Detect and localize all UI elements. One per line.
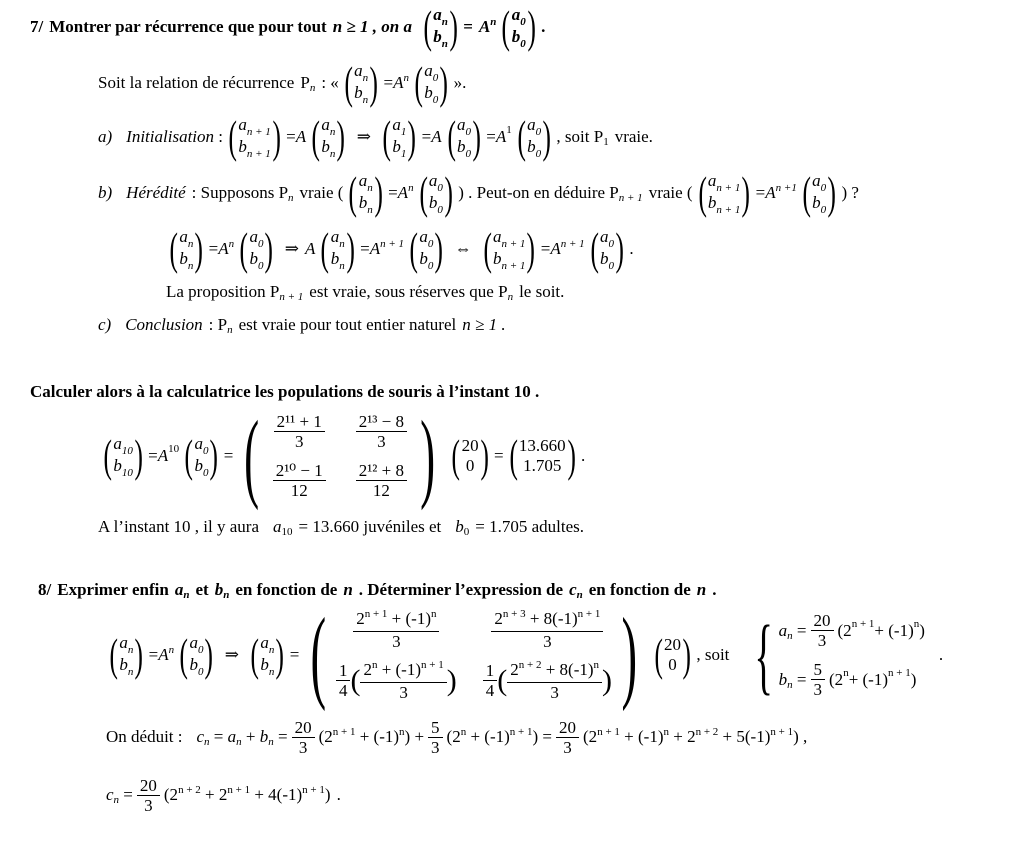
m11-num: 2¹¹ + 1 [274, 412, 325, 432]
ded-f2-num: 5 [428, 718, 443, 738]
m8-11-den: 3 [392, 631, 401, 651]
q7-heredite: b) Hérédité : Supposons P n vraie ( ( $a_n$ $b_n$ ) = $A^n$ ( $a_0$ $b_0$ ) ) . Peut-on en déduire P n + 1 vraie ( ( $a_{n + 1}$ $b_{n + 1}$ ) = $A^{n +1}$ ( $a_0$ $b_0$ ) ) ? [98, 167, 859, 218]
prop-text: La proposition P [166, 282, 280, 301]
q7-relation: Soit la relation de récurrence P n : « ( $a_n$ $b_n$ ) = $A^n$ ( $a_0$ $b_0$ ) ». [98, 57, 467, 108]
concl-label: c) [98, 315, 112, 334]
m12-num: 2¹³ − 8 [356, 412, 407, 432]
system: a n = $\frac{20}{3}$ (2 n + 1 + (-1) n ) b n = $\frac{5}{3}$ (2 n + (-1) n + 1 ) [778, 611, 925, 699]
res-top: 13.660 [518, 436, 566, 455]
final-end: . [336, 785, 341, 804]
pn-label: P [300, 73, 310, 92]
m22-num: 2¹² + 8 [356, 461, 407, 481]
init-label: a) [98, 127, 113, 146]
q8-number: 8/ [38, 580, 52, 599]
final-den: 3 [144, 795, 153, 815]
q8-v0-top: 20 [664, 635, 681, 654]
deduit-text: On déduit : [106, 727, 183, 746]
relation-text: Soit la relation de récurrence [98, 73, 295, 92]
vec-an-bn: ( $a_n$ $b_n$ ) [423, 1, 458, 52]
guillemet-open: : « [321, 73, 339, 92]
matrix-a10: ( $\frac{\text{2¹¹ + 1}}{3}$ $\frac{\text{2¹³ − 8}}{3}$ $\frac{\text{2¹⁰ − 1}}{12}$ $\frac{\text{2¹² + 8}}{12}$ ) [244, 400, 436, 511]
sys-a-num: 20 [811, 611, 834, 631]
hered-question: ) . Peut-on en déduire P [458, 183, 619, 202]
hered-label: b) [98, 183, 113, 202]
init-word: Initialisation [126, 127, 215, 146]
hered-word: Hérédité [126, 183, 186, 202]
q7-conclusion: c) Conclusion : P n est vraie pour tout entier naturel n ≥ 1 . [98, 315, 506, 336]
sys-b-den: 3 [813, 680, 823, 699]
matrix-an: ( $\frac{2^{n + 1} + (-1)^n}{3}$ $\frac{2^{n + 3} + 8(-1)^{n + 1}}{3}$ $\frac{1}{4}$ ( $\frac{2^n + (-1)^{n + 1}}{3}$ ) $\frac{1}{4}$ ( $\frac{2^{n + 2} + 8(-1)^n}{3}$ ) ) [310, 597, 638, 712]
hered-vraie: vraie ( [299, 183, 344, 202]
ded-f2-den: 3 [431, 737, 440, 757]
res-bot: 1.705 [523, 456, 562, 475]
q7-heredite-proof: ( $a_n$ $b_n$ ) = $A^n$ ( $a_0$ $b_0$ ) ⇒ A ( $a_n$ $b_n$ ) = $A^{n + 1}$ ( $a_0$ $b_0$ ) ⇔ ( $a_{n + 1}$ $b_{n + 1}$ ) = $A^{n + 1}$ ( $a_0$ $b_0$ ) . [169, 223, 634, 274]
q8-v0-bot: 0 [668, 655, 677, 674]
m22-den: 12 [372, 481, 390, 500]
q7-proposition: La proposition P n + 1 est vraie, sous réserves que P n le soit. [166, 282, 565, 303]
hered-end: ) ? [841, 183, 859, 202]
q8-final: c n = $\frac{20}{3}$ $(2^{n + 2} + 2^{n + 1} + 4(-1)^{n + 1})$ . [106, 775, 341, 815]
q8-heading: 8/ Exprimer enfin a n et b n en fonction de n . Déterminer l’expression de c n en fonction de n . [38, 580, 717, 601]
ded-f1-num: 20 [292, 718, 315, 738]
v0-top: 20 [461, 436, 479, 455]
calc-sentence: A l’instant 10 , il y aura a 10 = 13.660 juvéniles et b 0 = 1.705 adultes. [98, 517, 584, 538]
init-tail: , soit P [556, 127, 604, 146]
concl-word: Conclusion [125, 315, 203, 334]
sentence-b: = 13.660 juvéniles et [298, 517, 442, 536]
hered-vraie2: vraie ( [648, 183, 693, 202]
q7-initialisation: a) Initialisation : ( $a_{n + 1}$ $b_{n + 1}$ ) = A ( $a_n$ $b_n$ ) ⇒ ( $a_1$ $b_1$ ) = A ( $a_0$ $b_0$ ) = A 1 ( $a_0$ $b_0$ ) , soit P 1 vraie. [98, 111, 653, 162]
hered-text: : Supposons P [191, 183, 289, 202]
q8-text-d: . Déterminer l’expression de [358, 580, 564, 599]
prop-mid: est vraie, sous réserves que P [309, 282, 508, 301]
init-vraie: vraie. [614, 127, 653, 146]
sentence-c: = 1.705 adultes. [475, 517, 584, 536]
calc-heading: Calculer alors à la calculatrice les populations de souris à l’instant 10 . [30, 382, 540, 401]
concl-text: : P [208, 315, 228, 334]
q7-text: Montrer par récurrence que pour tout [49, 17, 327, 36]
ded-f3-den: 3 [563, 737, 572, 757]
concl-mid: est vraie pour tout entier naturel [238, 315, 457, 334]
guillemet-close: ». [453, 73, 467, 92]
q8-text-a: Exprimer enfin [57, 580, 169, 599]
ded-f1-den: 3 [298, 737, 308, 757]
m21-num: 2¹⁰ − 1 [273, 461, 326, 481]
v0-bot: 0 [465, 456, 475, 475]
sys-a-den: 3 [817, 631, 827, 650]
q8-text-e: en fonction de [588, 580, 691, 599]
vec-a0-b0: ( $a_0$ $b_0$ ) [501, 1, 536, 52]
ded-f3-num: 20 [556, 718, 579, 738]
q8-soit: , soit [696, 645, 730, 664]
sentence-a: A l’instant 10 , il y aura [98, 517, 260, 536]
q8-text-c: en fonction de [235, 580, 338, 599]
final-num: 20 [137, 776, 160, 796]
m8-12-den: 3 [543, 631, 552, 651]
calc-equation: ( $a_{10}$ $b_{10}$ ) = A 10 ( $a_0$ $b_0$ ) = ( $\frac{\text{2¹¹ + 1}}{3}$ $\frac{\text{2¹³ − 8}}{3}$ $\frac{\text{2¹⁰ − 1}}{12}$ $\frac{\text{2¹² + 8}}{12}$ ) ( 20 0 ) = ( 13.660 1.705 ) . [103, 400, 586, 511]
prop-end: le soit. [519, 282, 565, 301]
q8-text-b: et [195, 580, 209, 599]
m21-den: 12 [290, 481, 308, 500]
system-brace: { [754, 607, 774, 703]
q8-equation: ( $a_n$ $b_n$ ) = $A^n$ ( $a_0$ $b_0$ ) ⇒ ( $a_n$ $b_n$ ) = ( $\frac{2^{n + 1} + (-1)^n}{3}$ $\frac{2^{n + 3} + 8(-1)^{n + 1}}{3}$ $\frac{1}{4}$ ( $\frac{2^n + (-1)^{n + 1}}{3}$ ) $\frac{1}{4}$ ( $\frac{2^{n + 2} + 8(-1)^n}{3}$ ) ) ( 20 0 ) , soit { a n = $\frac{20}{3}$ (2 n + 1 + (-1) n ) b n = $\frac{5}{3}$ (2 n + (-1) n + 1 ) . [109, 597, 944, 712]
q7-number: 7/ [30, 17, 44, 36]
m8-21-den: 3 [399, 682, 408, 702]
sys-b-num: 5 [811, 660, 826, 680]
m11-den: 3 [294, 432, 304, 451]
concl-cond: n ≥ 1 . [462, 315, 506, 334]
m8-22-den: 3 [550, 682, 559, 702]
q8-deduction: On déduit : c n = a n + b n = $\frac{20}{3}$ $(2^{n + 1} + (-1)^n)$ + $\frac{5}{3}$ $(2^n + (-1)^{n + 1})$ = $\frac{20}{3}$ $(2^{n + 1} + (-1)^n + 2^{n + 2} + 5(-1)^{n + 1})$ , [106, 717, 808, 757]
q7-cond: n ≥ 1 , on a [332, 17, 412, 36]
m12-den: 3 [377, 432, 386, 451]
q7-heading: 7/ Montrer par récurrence que pour tout n ≥ 1 , on a ( $a_n$ $b_n$ ) = $A^n$ ( $a_0$ $b_0$ ) . [30, 1, 546, 52]
